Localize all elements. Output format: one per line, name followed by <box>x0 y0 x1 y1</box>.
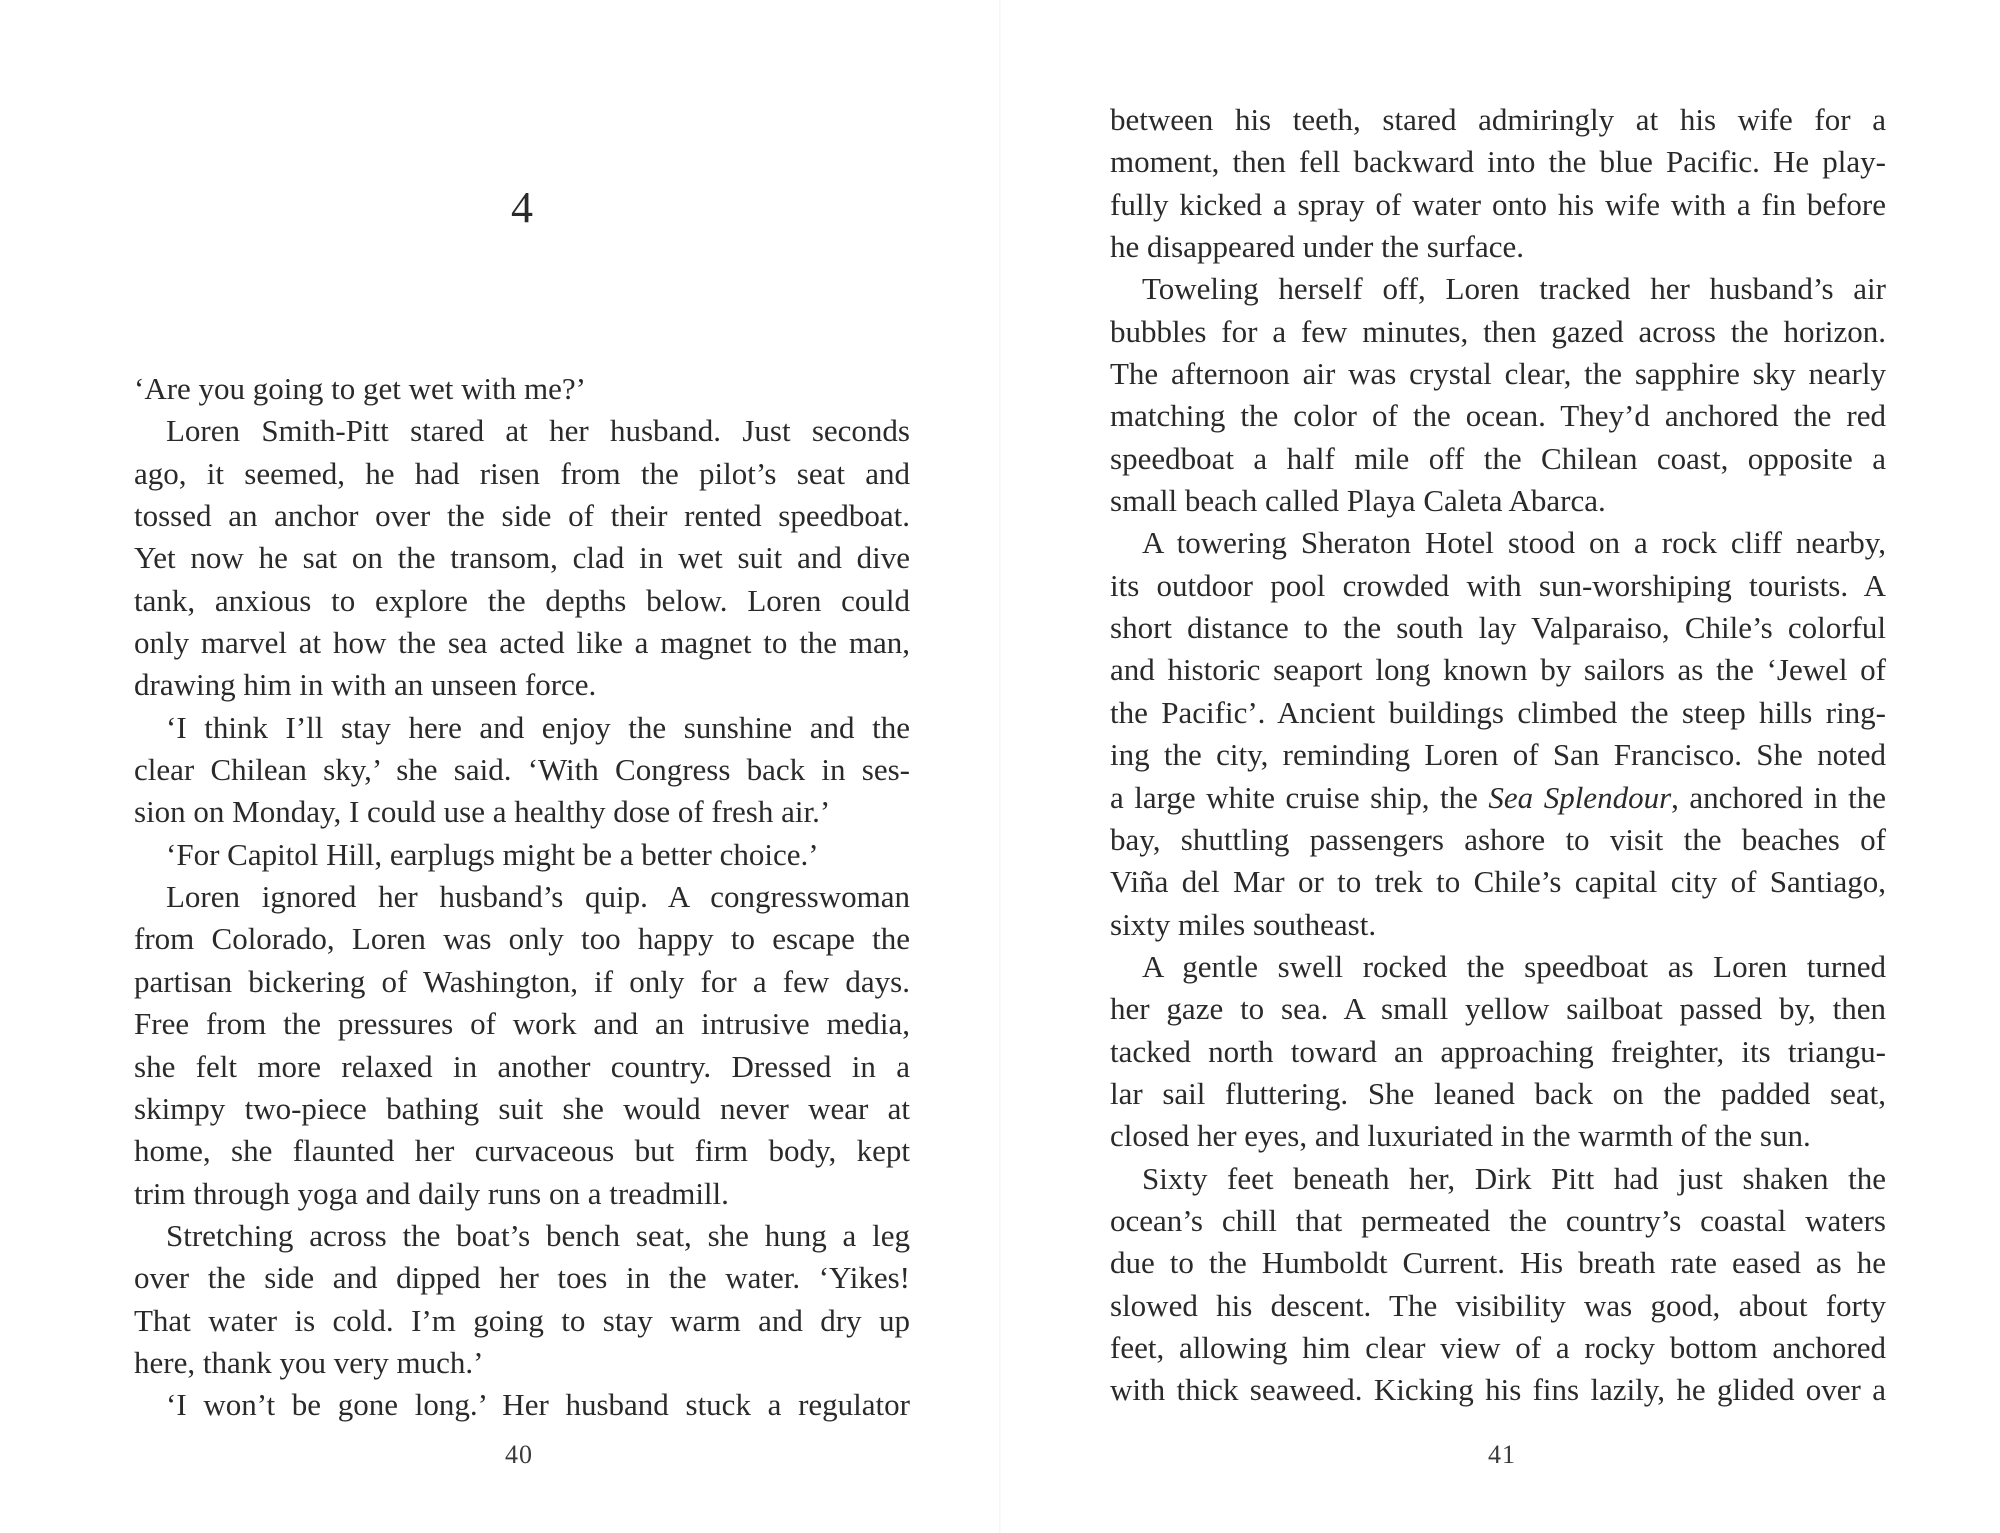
text-line: its outdoor pool crowded with sun-worshiping tourists. A <box>1110 567 1886 603</box>
text-line: over the side and dipped her toes in the water. ‘Yikes! <box>134 1260 910 1296</box>
text-line: ‘I think I’ll stay here and enjoy the sunshine and the <box>166 709 910 745</box>
text-line: tossed an anchor over the side of their rented speedboat. <box>134 498 910 534</box>
text-line: matching the color of the ocean. They’d anchored the red <box>1110 398 1886 434</box>
text-line: Viña del Mar or to trek to Chile’s capital city of Santiago, <box>1110 864 1886 900</box>
text-line: bubbles for a few minutes, then gazed across the horizon. <box>1110 313 1886 349</box>
text-line: ‘I won’t be gone long.’ Her husband stuck a regulator <box>166 1387 910 1423</box>
text-line: Free from the pressures of work and an intrusive media, <box>134 1006 910 1042</box>
text-run: a large white cruise ship, the <box>1110 779 1489 815</box>
text-line: from Colorado, Loren was only too happy to escape the <box>134 921 910 957</box>
text-line: Toweling herself off, Loren tracked her husband’s air <box>1142 271 1886 307</box>
paragraph <box>134 707 910 834</box>
text-line: sixty miles southeast. <box>1110 906 1377 942</box>
text-line: The afternoon air was crystal clear, the sapphire sky nearly <box>1110 356 1886 392</box>
text-line: lar sail fluttering. She leaned back on the padded seat, <box>1110 1075 1886 1111</box>
page-number-right: 41 <box>1488 1440 1516 1469</box>
text-line: ago, it seemed, he had risen from the pilot’s seat and <box>134 455 910 491</box>
text-line: Loren Smith-Pitt stared at her husband. Just seconds <box>166 413 910 449</box>
paragraph <box>134 834 910 876</box>
text-line: with thick seaweed. Kicking his fins lazily, he glided over a <box>1110 1372 1886 1408</box>
text-line: the Pacific’. Ancient buildings climbed the steep hills ring- <box>1110 694 1886 730</box>
text-line: tank, anxious to explore the depths below. Loren could <box>134 582 910 618</box>
text-line: clear Chilean sky,’ she said. ‘With Congress back in ses- <box>134 752 910 788</box>
right-page <box>1000 0 2000 1533</box>
right-page-text <box>1110 99 1886 1412</box>
text-line: slowed his descent. The visibility was good, about forty <box>1110 1287 1886 1323</box>
text-line: between his teeth, stared admiringly at his wife for a <box>1110 102 1886 137</box>
text-line: small beach called Playa Caleta Abarca. <box>1110 483 1606 519</box>
text-line: trim through yoga and daily runs on a treadmill. <box>134 1175 729 1211</box>
paragraph <box>134 368 910 410</box>
text-line: ing the city, reminding Loren of San Francisco. She noted <box>1110 737 1886 773</box>
paragraph <box>1110 946 1886 1158</box>
text-line: closed her eyes, and luxuriated in the warmth of the sun. <box>1110 1118 1811 1154</box>
text-line: That water is cold. I’m going to stay warm and dry up <box>134 1302 910 1338</box>
text-line: her gaze to sea. A small yellow sailboat passed by, then <box>1110 991 1886 1027</box>
paragraph <box>1110 522 1886 945</box>
text-line: tacked north toward an approaching freighter, its triangu- <box>1110 1033 1886 1069</box>
text-line: Yet now he sat on the transom, clad in wet suit and dive <box>134 540 910 576</box>
text-line <box>1110 777 1886 819</box>
text-line: Stretching across the boat’s bench seat, she hung a leg <box>166 1217 910 1253</box>
text-line: speedboat a half mile off the Chilean coast, opposite a <box>1110 440 1886 476</box>
text-line: partisan bickering of Washington, if only for a few days. <box>134 963 910 999</box>
text-line: skimpy two-piece bathing suit she would never wear at <box>134 1090 910 1126</box>
text-line: he disappeared under the surface. <box>1110 229 1524 265</box>
paragraph <box>134 1384 910 1426</box>
text-line: sion on Monday, I could use a healthy dose of fresh air.’ <box>134 794 831 830</box>
paragraph <box>134 876 910 1215</box>
text-line: A towering Sheraton Hotel stood on a rock cliff nearby, <box>1142 525 1886 561</box>
page-number-left: 40 <box>505 1440 533 1469</box>
chapter-number: 4 <box>511 183 533 232</box>
text-line: A gentle swell rocked the speedboat as Loren turned <box>1142 948 1886 984</box>
text-line: drawing him in with an unseen force. <box>134 667 597 703</box>
text-run: , anchored in the <box>1671 779 1886 815</box>
left-page-text <box>134 368 910 1427</box>
text-line: bay, shuttling passengers ashore to visit the beaches of <box>1110 821 1886 857</box>
text-line: feet, allowing him clear view of a rocky bottom anchored <box>1110 1329 1886 1365</box>
text-line: Loren ignored her husband’s quip. A congresswoman <box>166 879 910 915</box>
text-line: ocean’s chill that permeated the country’s coastal waters <box>1110 1202 1886 1238</box>
paragraph <box>1110 1158 1886 1412</box>
text-line: short distance to the south lay Valparaiso, Chile’s colorful <box>1110 610 1886 646</box>
text-line: ‘For Capitol Hill, earplugs might be a better choice.’ <box>166 836 819 872</box>
text-line: here, thank you very much.’ <box>134 1344 484 1380</box>
ship-name-italic: Sea Splendour <box>1488 779 1672 815</box>
text-line: moment, then fell backward into the blue Pacific. He play- <box>1110 144 1886 180</box>
text-line: Sixty feet beneath her, Dirk Pitt had just shaken the <box>1142 1160 1886 1196</box>
text-line: fully kicked a spray of water onto his wife with a fin before <box>1110 186 1886 222</box>
text-line: ‘Are you going to get wet with me?’ <box>134 371 586 406</box>
text-line: she felt more relaxed in another country. Dressed in a <box>134 1048 910 1084</box>
paragraph <box>134 1215 910 1384</box>
text-line: only marvel at how the sea acted like a magnet to the man, <box>134 625 910 661</box>
paragraph <box>1110 268 1886 522</box>
text-line: home, she flaunted her curvaceous but firm body, kept <box>134 1133 910 1169</box>
text-line: due to the Humboldt Current. His breath rate eased as he <box>1110 1245 1886 1281</box>
text-line: and historic seaport long known by sailors as the ‘Jewel of <box>1110 652 1886 688</box>
paragraph <box>1110 99 1886 268</box>
paragraph <box>134 410 910 706</box>
